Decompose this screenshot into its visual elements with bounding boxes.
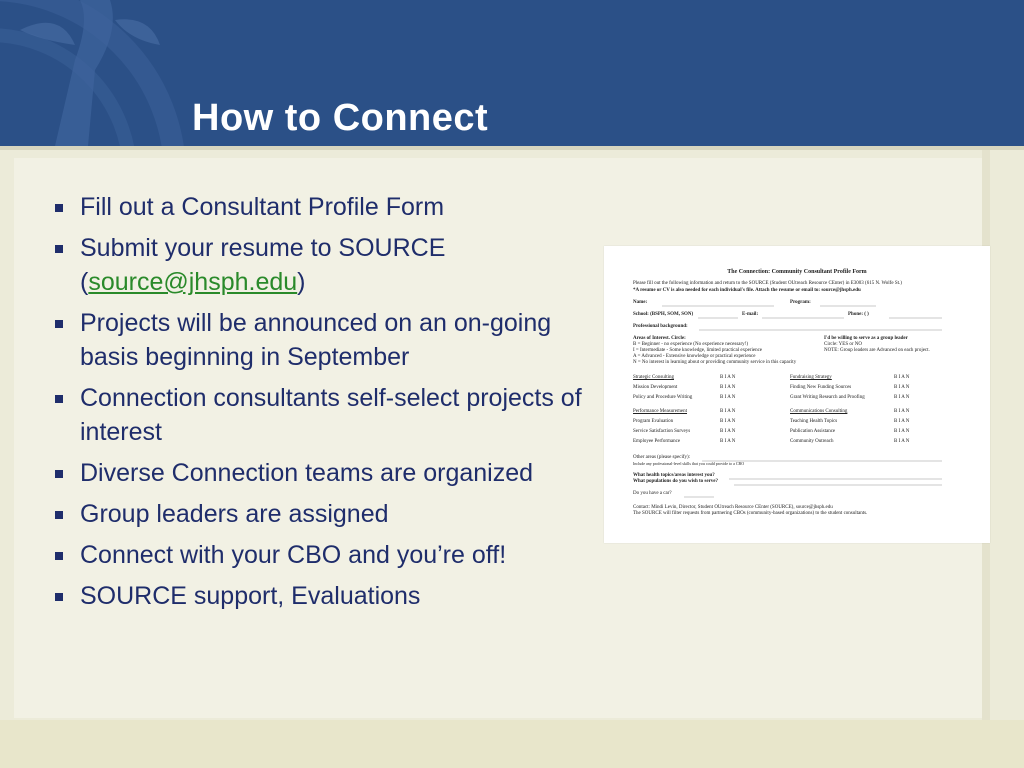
- form-text: Areas of Interest. Circle:: [633, 336, 686, 341]
- bullet-square-icon: [55, 470, 63, 478]
- bullet-text: Connect with your CBO and you’re off!: [80, 541, 507, 569]
- form-scale: B I A N: [894, 439, 910, 444]
- form-scale: B I A N: [894, 385, 910, 390]
- form-scale: B I A N: [720, 395, 736, 400]
- bullet-item: [55, 190, 600, 224]
- form-text: What health topics/areas interest you?: [633, 473, 715, 478]
- header-divider: [0, 146, 1024, 150]
- form-row-label: Mission Development: [633, 385, 678, 390]
- bullet-square-icon: [55, 204, 63, 212]
- form-scale: B I A N: [720, 429, 736, 434]
- form-field-label: Name:: [633, 300, 648, 305]
- bullet-text: Submit your resume to SOURCE (: [80, 234, 446, 296]
- bullet-square-icon: [55, 320, 63, 328]
- bullet-item: [55, 381, 600, 449]
- form-title: The Connection: Community Consultant Profile Form: [727, 269, 867, 275]
- form-intro-line: *A resume or CV is also needed for each individual's file. Attach the resume or email to: source@jhsph.edu: [633, 288, 861, 293]
- bullet-text: Fill out a Consultant Profile Form: [80, 193, 445, 221]
- bullet-item: [55, 306, 600, 374]
- form-scale: B I A N: [720, 375, 736, 380]
- email-link[interactable]: source@jhsph.edu: [88, 268, 298, 296]
- bullet-square-icon: [55, 593, 63, 601]
- form-scale: B I A N: [720, 439, 736, 444]
- form-row-label: Community Outreach: [790, 439, 834, 444]
- torch-logo-icon: [0, 0, 200, 146]
- form-row-label: Publication Assistance: [790, 429, 836, 434]
- form-intro-line: Please fill out the following information and return to the SOURCE (Student OUtreach Resource CEnter) in E3003 (615 N. Wolfe St.): [633, 281, 902, 286]
- bullet-item: [55, 231, 600, 299]
- form-row-label: Performance Measurement: [633, 409, 688, 414]
- form-row-label: Employee Performance: [633, 439, 681, 444]
- bullet-square-icon: [55, 511, 63, 519]
- bullet-square-icon: [55, 245, 63, 253]
- form-text: I'd be willing to serve as a group leader: [824, 336, 908, 341]
- bullet-text: ): [297, 268, 306, 296]
- form-row-label: Policy and Procedure Writing: [633, 395, 693, 400]
- form-scale: B I A N: [720, 409, 736, 414]
- form-row-label: Fundraising Strategy: [790, 375, 832, 380]
- form-row-label: Grant Writing Research and Proofing: [790, 395, 865, 400]
- profile-form-image: [604, 246, 990, 543]
- form-row-label: Strategic Consulting: [633, 375, 674, 380]
- form-field-label: E-mail:: [742, 312, 759, 317]
- bullet-square-icon: [55, 552, 63, 560]
- bullet-square-icon: [55, 395, 63, 403]
- title-bar: [0, 0, 1024, 146]
- bullet-text: Diverse Connection teams are organized: [80, 459, 534, 487]
- form-scale: B I A N: [894, 395, 910, 400]
- form-field-label: Professional background:: [633, 324, 688, 329]
- bullet-item: [55, 497, 600, 531]
- form-lines: [604, 246, 990, 543]
- footer-band: [0, 720, 1024, 768]
- bullet-item: [55, 456, 600, 490]
- form-scale: B I A N: [720, 385, 736, 390]
- form-text: I = Intermediate - Some knowledge, limited practical experience: [633, 348, 763, 353]
- form-field-label: Program:: [790, 300, 811, 305]
- form-text: A = Advanced - Extensive knowledge or practical experience: [633, 354, 756, 359]
- form-text: B = Beginner - no experience (No experience necessary!): [633, 342, 748, 347]
- form-text: Other areas (please specify):: [633, 455, 691, 460]
- form-scale: B I A N: [720, 419, 736, 424]
- form-row-label: Communications Consulting: [790, 409, 848, 414]
- form-row-label: Teaching Health Topics: [790, 419, 838, 424]
- form-field-label: Phone: ( ): [848, 312, 869, 317]
- form-scale: B I A N: [894, 419, 910, 424]
- form-field-label: School: (BSPH, SOM, SON): [633, 312, 694, 317]
- form-text: Do you have a car?: [633, 491, 672, 496]
- bullet-item: [55, 538, 600, 572]
- form-text: The SOURCE will filter requests from partnering CBOs (community-based organizations) to the student consultants.: [633, 511, 868, 516]
- slide-title: How to Connect: [192, 97, 489, 139]
- form-text: Include any professional-level skills that you could provide to a CBO: [633, 461, 745, 466]
- form-row-label: Service Satisfaction Surveys: [633, 429, 691, 434]
- form-text: Contact: Mindi Levin, Director, Student OUtreach Resource CEnter (SOURCE), source@jhsph.edu: [633, 505, 833, 510]
- form-row-label: Program Evaluation: [633, 419, 674, 424]
- bullet-item: [55, 579, 600, 613]
- bullet-list: [55, 190, 600, 620]
- bullet-text: Group leaders are assigned: [80, 500, 389, 528]
- bullet-text: Connection consultants self-select projects of interest: [80, 384, 582, 446]
- bullet-text: SOURCE support, Evaluations: [80, 582, 421, 610]
- form-text: NOTE: Group leaders are Advanced on each project.: [824, 348, 930, 353]
- form-scale: B I A N: [894, 409, 910, 414]
- form-row-label: Finding New Funding Sources: [790, 385, 852, 390]
- form-text: Circle: YES or NO: [824, 342, 863, 347]
- form-text: N = No interest in learning about or providing community service in this capacity: [633, 360, 797, 365]
- bullet-text: Projects will be announced on an on-going basis beginning in September: [80, 309, 552, 371]
- form-scale: B I A N: [894, 429, 910, 434]
- form-scale: B I A N: [894, 375, 910, 380]
- form-text: What populations do you wish to serve?: [633, 479, 719, 484]
